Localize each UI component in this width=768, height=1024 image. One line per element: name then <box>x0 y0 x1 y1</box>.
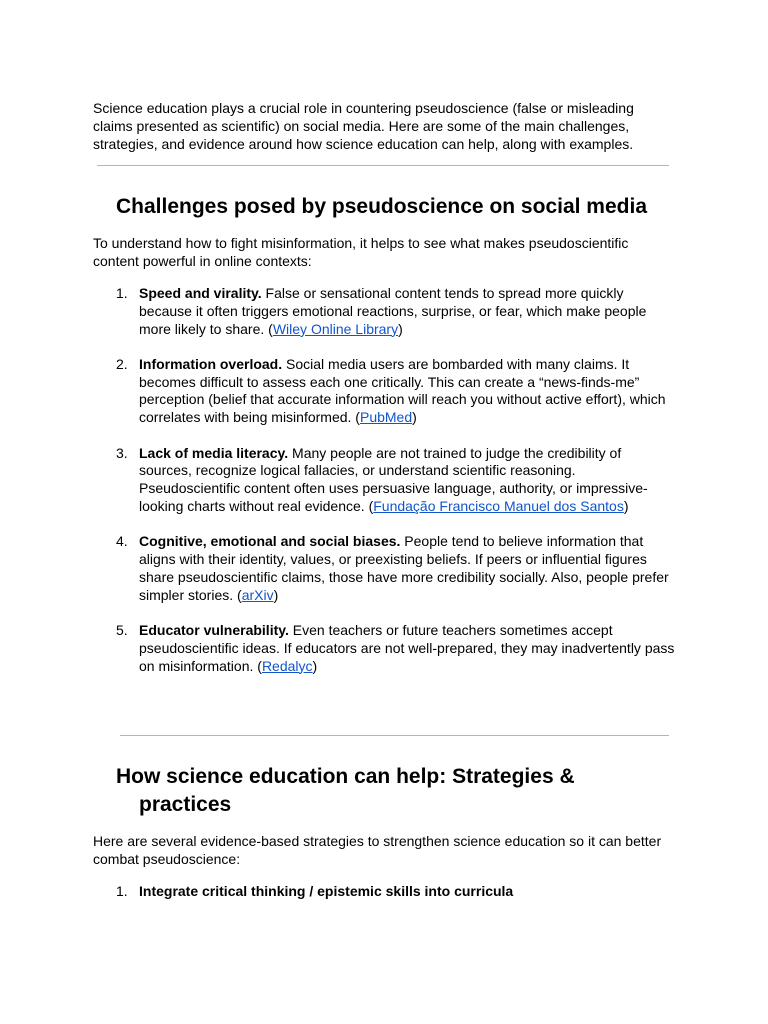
list-item-title: Information overload. <box>139 355 283 372</box>
intro-paragraph: Science education plays a crucial role in countering pseudoscience (false or misleading claims presented as scientific) on social media. Here are some of the main challenges, strategies, and evidence around how science education can help, along with examples. <box>93 100 634 152</box>
list-item-body <box>139 533 675 604</box>
list-item <box>0 622 675 675</box>
list-item-title: Educator vulnerability. <box>139 621 289 638</box>
list-number: 1. <box>116 285 128 301</box>
list-spacer <box>0 516 675 534</box>
list-number: 2. <box>116 355 128 372</box>
list-item-body <box>139 622 675 675</box>
list-item-body <box>139 883 675 901</box>
list-item-body <box>139 445 675 516</box>
list-item-close: ) <box>312 657 318 674</box>
source-link[interactable]: Wiley Online Library <box>272 320 399 337</box>
source-link[interactable]: Redalyc <box>261 657 313 674</box>
list-item <box>0 356 675 427</box>
horizontal-rule <box>97 165 669 166</box>
list-spacer <box>0 338 675 356</box>
list-item-body <box>139 285 675 338</box>
list-item-title: Lack of media literacy. <box>139 444 289 461</box>
horizontal-rule <box>120 735 669 736</box>
list-item-close: ) <box>412 409 417 426</box>
list-item <box>0 285 675 338</box>
heading-line-1: How science education can help: Strategies & <box>116 765 575 788</box>
section-lead-paragraph: To understand how to fight misinformation, it helps to see what makes pseudoscientific content powerful in online contexts: <box>93 235 629 269</box>
list-item-close: ) <box>273 586 279 603</box>
challenges-list <box>0 285 675 675</box>
list-spacer <box>0 604 675 622</box>
section-heading-challenges: Challenges posed by pseudoscience on social media <box>116 195 647 218</box>
list-number: 5. <box>116 621 128 638</box>
list-item-text: Many people are not trained to judge the credibility of sources, recognize logical fallacies, or understand scientific reasoning. Pseudoscientific content often uses persuasive language, authority, or impressive-looking charts without real evidence. ( <box>139 444 648 514</box>
list-item-text: Social media users are bombarded with many claims. It becomes difficult to assess each one critically. This can create a “news-finds-me” perception (belief that accurate information will reach you without active effort), which correlates with being misinformed. ( <box>139 355 666 426</box>
source-link[interactable]: PubMed <box>359 409 413 426</box>
heading-line-2: practices <box>139 793 232 816</box>
list-item-close: ) <box>623 497 629 514</box>
list-item <box>0 445 675 516</box>
source-link[interactable]: arXiv <box>241 586 274 603</box>
list-number: 4. <box>116 533 128 550</box>
list-item-title: Integrate critical thinking / epistemic skills into curricula <box>139 883 514 899</box>
list-item-text: Even teachers or future teachers sometimes accept pseudoscientific ideas. If educators are not well-prepared, they may inadvertently pass on misinformation. ( <box>139 621 675 674</box>
list-item-text: False or sensational content tends to spread more quickly because it often triggers emotional reactions, surprise, or fear, which make people more likely to share. ( <box>139 285 647 337</box>
list-item <box>0 533 675 604</box>
list-item-title: Speed and virality. <box>139 285 262 301</box>
section-lead-paragraph: Here are several evidence-based strategies to strengthen science education so it can better combat pseudoscience: <box>93 833 662 867</box>
list-item-close: ) <box>398 320 403 337</box>
strategies-list <box>0 883 675 901</box>
list-item <box>0 883 675 901</box>
list-number: 3. <box>116 444 128 461</box>
source-link[interactable]: Fundação Francisco Manuel dos Santos <box>373 497 624 514</box>
list-item-title: Cognitive, emotional and social biases. <box>139 533 401 550</box>
section-heading-strategies <box>116 763 676 819</box>
list-number: 1. <box>116 883 128 899</box>
list-spacer <box>0 427 675 445</box>
list-item-text: People tend to believe information that aligns with their identity, values, or preexisting beliefs. If peers or influential figures share pseudoscientific claims, those have more credibility socially. Also, people prefer simpler stories. ( <box>139 533 669 603</box>
list-item-body <box>139 356 675 427</box>
